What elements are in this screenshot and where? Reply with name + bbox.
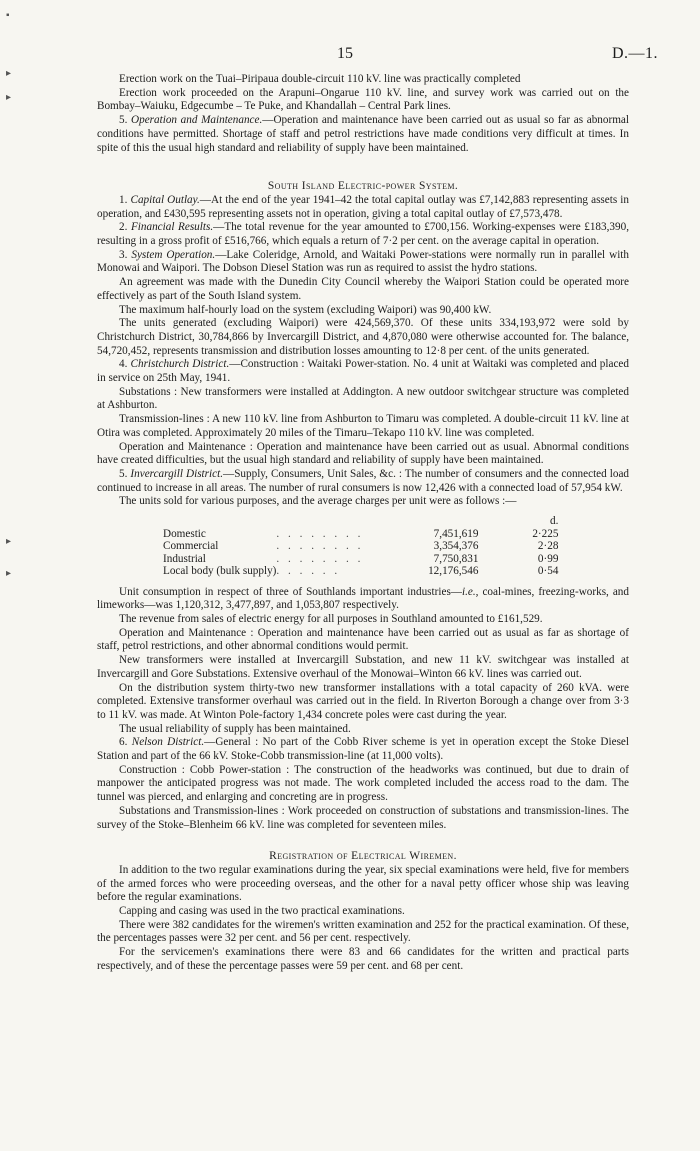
table-row: Local body (bulk supply) . . . . . . 12,176,546 0·54 [163,565,559,578]
table-header-row [163,515,558,528]
paragraph-title: Invercargill District. [130,467,223,480]
paragraph: In addition to the two regular examinations during the year, six special examinations were held, five for members of the armed forces who were proceeding overseas, and the other for a naval petty officer whose ship was leaving before the regular examinations. [97,863,629,904]
paragraph-title: Financial Results. [130,221,214,234]
paragraph-unit-consumption: Unit consumption in respect of three of Southlands important industries—i.e., coal-mines, freezing-works, and limeworks—was 1,120,312, 3,477,897, and 1,053,807 respectively. [97,585,629,612]
paragraph: Substations and Transmission-lines : Work proceeded on construction of substations and transmission-lines. The survey of the Stoke–Blenheim 66 kV. line was completed for seventeen miles. [97,804,629,831]
paragraph-nelson-district: 6. Nelson District.—General : No part of the Cobb River scheme is yet in operation except the Stoke Diesel Station and part of the 66 kV. Stoke-Cobb transmission-line (at 11,000 volts). [97,736,629,763]
margin-mark: ▸ [6,568,12,579]
paragraph: The units generated (excluding Waipori) were 424,569,370. Of these units 334,193,972 were sold by Christchurch District, 30,784,866 by Invercargill District, and 4,870,080 were otherwise accounted for. The balance, 54,720,452, represents transmission and distribution losses amounting to 12·8 per cent. of the units generated. [97,317,629,357]
paragraph-christchurch-district: 4. Christchurch District.—Construction : Waitaki Power-station. No. 4 unit at Waitaki was completed and placed in service on 25th May, 1941. [97,358,629,385]
paragraph: Operation and Maintenance : Operation and maintenance have been carried out as usual. Abnormal conditions have created difficulties, but the usual high standard and reliability of supply have been maintained. [97,440,629,467]
paragraph: The revenue from sales of electric energy for all purposes in Southland amounted to £161,529. [119,613,543,625]
page-header [0,45,700,65]
paragraph: Transmission-lines : A new 110 kV. line from Ashburton to Timaru was completed. A double-circuit 11 kV. line at Otira was completed. Approximately 20 miles of the Timaru–Tekapo 110 kV. line was completed. [97,413,629,439]
table-row: Domestic . . . . . . . . 7,451,619 2·225 [163,527,559,540]
paragraph: The usual reliability of supply has been maintained. [119,722,351,735]
paragraph-title: System Operation. [131,248,216,261]
paragraph-capital-outlay: 1. Capital Outlay.—At the end of the year 1941–42 the total capital outlay was £7,142,883 representing assets in operation, and £430,595 representing assets not in operation, giving a total capital outlay of £7,573,478. [97,193,630,220]
body-text [97,73,629,974]
paragraph: There were 382 candidates for the wiremen's written examination and 252 for the practical examination. Of these, the percentages passes were 32 per cent. and 56 per cent. respectively. [97,918,629,945]
section-heading-south-island: South Island Electric-power System. [267,180,459,193]
units-sold-table [163,515,558,578]
paragraph-title: Operation and Maintenance. [131,114,263,127]
paragraph-financial-results: 2. Financial Results.—The total revenue for the year amounted to £700,156. Working-expenses were £183,390, resulting in a gross profit of £516,766, which equals a return of 7·2 per cent. on the average capital in operation. [97,221,629,248]
margin-mark: ▸ [6,92,12,103]
paragraph: The maximum half-hourly load on the system (excluding Waipori) was 90,400 kW. [119,303,492,316]
margin-mark: ▪ [6,10,10,21]
paragraph: Erection work on the Tuai–Piripaua double-circuit 110 kV. line was practically completed [119,73,521,85]
paragraph: An agreement was made with the Dunedin City Council whereby the Waipori Station could be operated more effectively as part of the South Island system. [97,276,629,302]
paragraph-title: Capital Outlay. [130,193,200,206]
page-number: 15 [337,45,353,62]
paragraph-title: Nelson District. [131,736,205,749]
paragraph-operation-maintenance: 5. Operation and Maintenance.—Operation and maintenance have been carried out as usual so far as abnormal conditions have permitted. Shortage of staff and petrol restrictions have made conditions very difficult at times. In spite of this the usual high standard and reliability of supply have been maintained. [97,114,629,154]
paragraph-system-operation: 3. System Operation.—Lake Coleridge, Arnold, and Waitaki Power-stations were normally run in parallel with Monowai and Waipori. The Dobson Diesel Station was run as required to assist the hydro stations. [97,248,630,275]
paragraph: New transformers were installed at Invercargill Substation, and new 11 kV. switchgear was installed at Invercargill and Gore Substations. Extensive overhaul of the Monowai–Winton 66 kV. lines was carried out. [97,654,629,680]
margin-mark: ▸ [6,68,12,79]
margin-mark: ▸ [6,536,12,547]
paragraph: On the distribution system thirty-two new transformer installations with a total capacity of 260 kVA. were completed. Extensive transformer overhaul was carried out in the field. In Riverton Borough a change over from 3·3 to 11 kV. was made. At Winton Pole-factory 1,434 concrete poles were cast during the year. [97,681,629,721]
paragraph: Construction : Cobb Power-station : The construction of the headworks was continued, but due to drain of manpower the anticipated progress was not made. The work completed included the access road to the dam. The tunnel was pierced, and enlarging and concreting are in progress. [97,763,629,804]
paragraph: The units sold for various purposes, and the average charges per unit were as follows :— [119,495,517,508]
unit-header: d. [550,515,559,528]
paragraph: For the servicemen's examinations there were 83 and 66 candidates for the written and practical parts respectively, and of these the percentage passes were 59 per cent. and 68 per cent. [97,946,629,972]
document-reference: D.—1. [611,45,658,62]
paragraph-invercargill-district: 5. Invercargill District.—Supply, Consumers, Unit Sales, &c. : The number of consumers and the connected load continued to increase in all areas. The number of rural consumers is now 12,426 with a connected load of 57,954 kW. [97,467,630,494]
paragraph-title: Christchurch District. [130,358,230,371]
table-row: Commercial . . . . . . . . 3,354,376 2·28 [163,540,559,553]
paragraph: Capping and casing was used in the two practical examinations. [119,905,405,918]
table-row: Industrial . . . . . . . . 7,750,831 0·99 [163,552,559,565]
paragraph: Erection work proceeded on the Arapuni–Ongarue 110 kV. line, and survey work was carried out on the Bombay–Waiuku, Edgecumbe – Te Puke, and Khandallah – Central Park lines. [97,86,629,113]
paragraph: Operation and Maintenance : Operation and maintenance have been carried out as usual as far as shortage of staff, petrol restrictions, and other abnormal conditions would permit. [97,626,629,653]
paragraph: Substations : New transformers were installed at Addington. A new outdoor switchgear structure was completed at Ashburton. [97,385,629,412]
section-heading-registration: Registration of Electrical Wiremen. [269,850,457,863]
